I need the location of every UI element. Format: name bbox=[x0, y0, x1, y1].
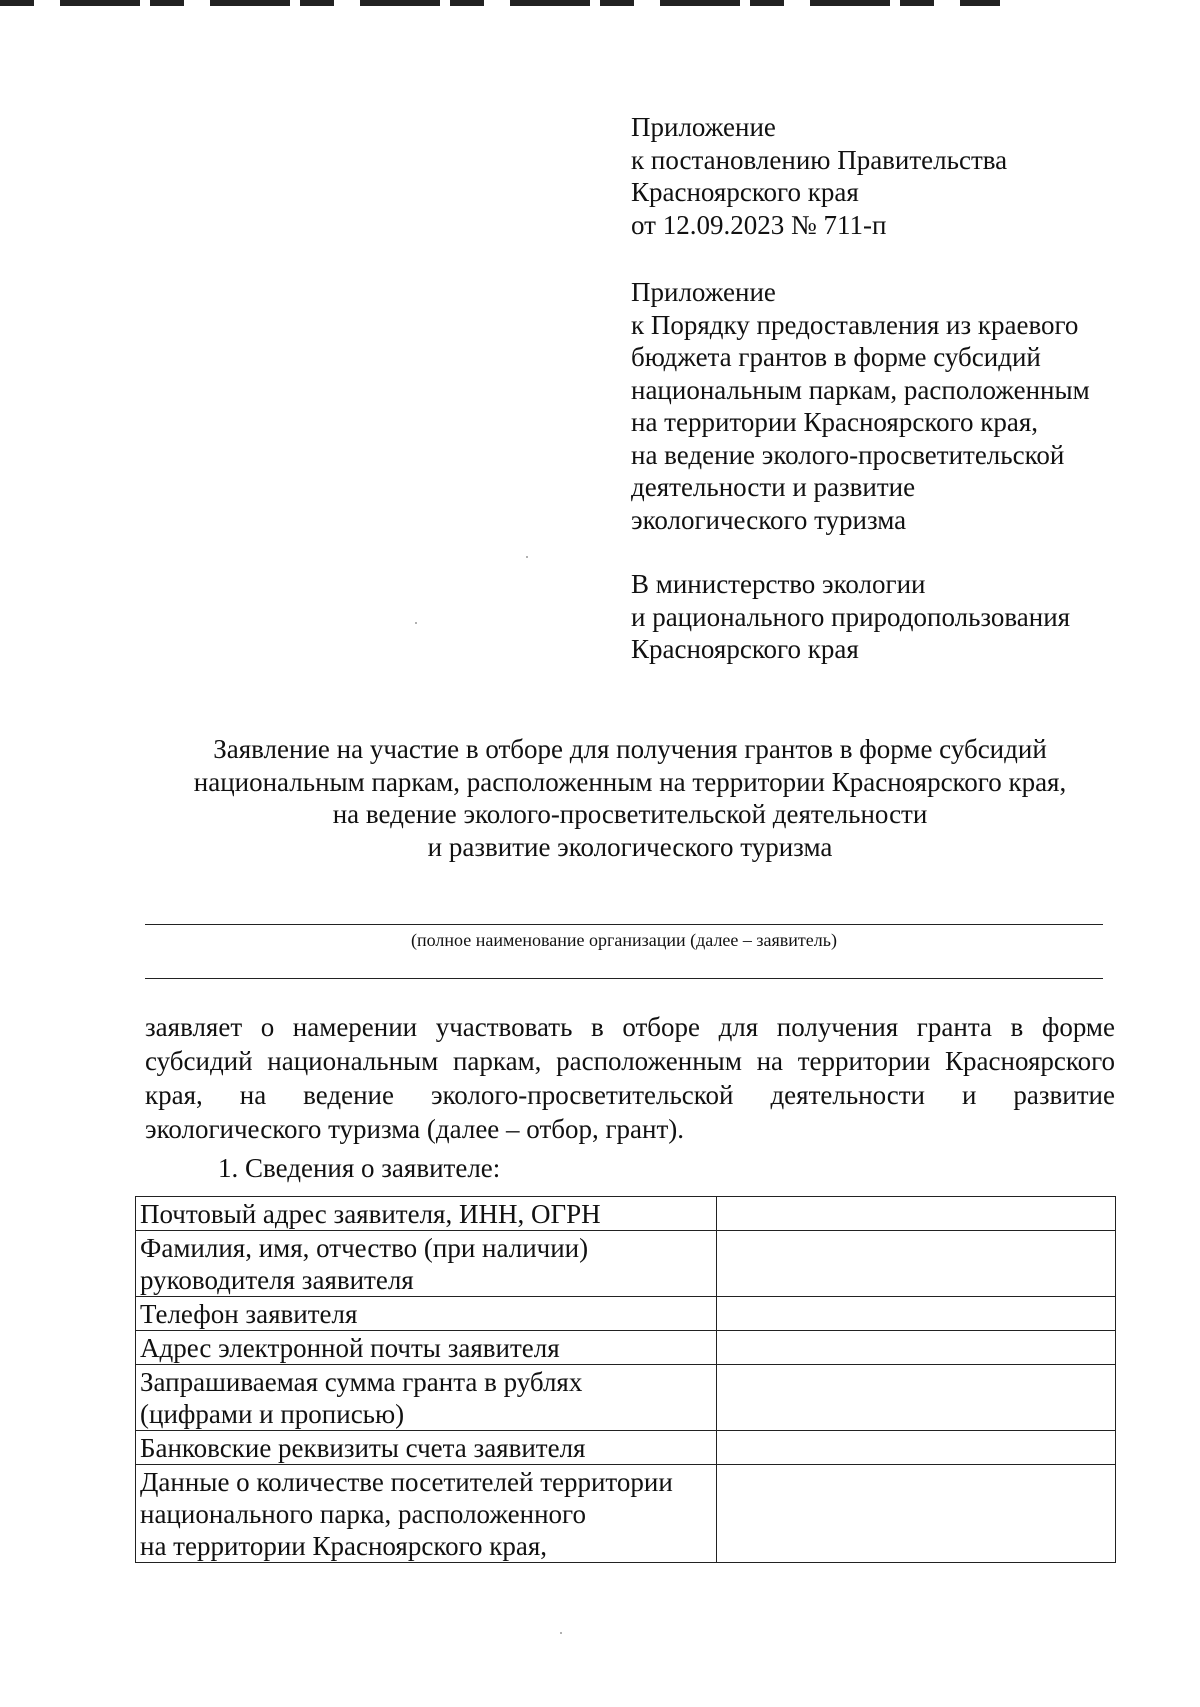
recipient-line: и рационального природопользования bbox=[631, 601, 1071, 632]
recipient-block bbox=[631, 568, 1070, 666]
label-line: (цифрами и прописью) bbox=[140, 1399, 405, 1429]
label-line: Данные о количестве посетителей территории bbox=[140, 1467, 673, 1497]
row-value-cell[interactable] bbox=[717, 1465, 1116, 1563]
recipient-line: Красноярского края bbox=[631, 634, 859, 664]
recipient-line: В министерство экологии bbox=[631, 569, 926, 599]
approval-line: Красноярского края bbox=[631, 177, 859, 207]
organization-name-field-line[interactable] bbox=[145, 924, 1103, 925]
table-row bbox=[136, 1365, 1116, 1431]
row-label bbox=[136, 1197, 717, 1231]
label-line: Фамилия, имя, отчество (при наличии) bbox=[140, 1233, 589, 1263]
scan-speck bbox=[560, 1632, 562, 1634]
row-label bbox=[136, 1365, 717, 1431]
label-line: руководителя заявителя bbox=[140, 1265, 414, 1295]
row-value-cell[interactable] bbox=[717, 1331, 1116, 1365]
table-row bbox=[136, 1197, 1116, 1231]
applicant-info-table bbox=[135, 1196, 1116, 1563]
appendix-line: на территории Красноярского края, bbox=[631, 407, 1038, 437]
row-label bbox=[136, 1465, 717, 1563]
appendix-line: экологического туризма bbox=[631, 504, 907, 535]
appendix-line: на ведение эколого-просветительской bbox=[631, 439, 1065, 470]
row-label bbox=[136, 1331, 717, 1365]
label-line: на территории Красноярского края, bbox=[140, 1531, 547, 1561]
table-row bbox=[136, 1331, 1116, 1365]
document-title bbox=[130, 733, 1130, 863]
table-row bbox=[136, 1465, 1116, 1563]
title-line: и развитие экологического туризма bbox=[427, 831, 833, 862]
scan-top-edge-marks bbox=[0, 0, 1000, 6]
table-row bbox=[136, 1231, 1116, 1297]
scan-speck bbox=[526, 556, 528, 558]
label-line: Запрашиваемая сумма гранта в рублях bbox=[140, 1367, 583, 1397]
statement-paragraph bbox=[145, 1010, 1115, 1146]
paragraph-line: края, на ведение эколого-просветительской деятельности и развитие bbox=[145, 1080, 1115, 1110]
paragraph-line: экологического туризма (далее – отбор, грант). bbox=[145, 1114, 685, 1144]
paragraph-line: субсидий национальным паркам, расположенным на территории Красноярского bbox=[145, 1046, 1115, 1076]
title-line: Заявление на участие в отборе для получения грантов в форме субсидий bbox=[213, 734, 1047, 764]
organization-name-continuation-line[interactable] bbox=[145, 978, 1103, 979]
row-value-cell[interactable] bbox=[717, 1297, 1116, 1331]
approval-line: к постановлению Правительства bbox=[631, 144, 1008, 175]
label-line: Адрес электронной почты заявителя bbox=[140, 1333, 560, 1363]
appendix-header-block bbox=[631, 276, 1090, 536]
row-value-cell[interactable] bbox=[717, 1197, 1116, 1231]
appendix-line: Приложение bbox=[631, 277, 776, 307]
label-line: национального парка, расположенного bbox=[140, 1499, 586, 1529]
row-label bbox=[136, 1231, 717, 1297]
approval-header-block bbox=[631, 111, 1007, 241]
title-line: на ведение эколого-просветительской деятельности bbox=[332, 799, 928, 829]
organization-name-caption: (полное наименование организации (далее – заявитель) bbox=[411, 930, 837, 950]
label-line: Почтовый адрес заявителя, ИНН, ОГРН bbox=[140, 1199, 601, 1229]
row-value-cell[interactable] bbox=[717, 1231, 1116, 1297]
appendix-line: к Порядку предоставления из краевого bbox=[631, 309, 1079, 340]
approval-line: Приложение bbox=[631, 112, 776, 142]
appendix-line: деятельности и развитие bbox=[631, 472, 916, 502]
label-line: Банковские реквизиты счета заявителя bbox=[140, 1433, 586, 1463]
row-label bbox=[136, 1431, 717, 1465]
section-heading-applicant-info: 1. Сведения о заявителе: bbox=[218, 1153, 501, 1183]
approval-line: от 12.09.2023 № 711-п bbox=[631, 209, 887, 240]
paragraph-line: заявляет о намерении участвовать в отборе для получения гранта в форме bbox=[145, 1012, 1115, 1042]
scan-speck bbox=[415, 622, 417, 624]
title-line: национальным паркам, расположенным на территории Красноярского края, bbox=[193, 766, 1067, 797]
label-line: Телефон заявителя bbox=[140, 1299, 358, 1329]
row-value-cell[interactable] bbox=[717, 1431, 1116, 1465]
row-value-cell[interactable] bbox=[717, 1365, 1116, 1431]
appendix-line: национальным паркам, расположенным bbox=[631, 374, 1090, 405]
table-row bbox=[136, 1431, 1116, 1465]
row-label bbox=[136, 1297, 717, 1331]
appendix-line: бюджета грантов в форме субсидий bbox=[631, 342, 1041, 372]
table-row bbox=[136, 1297, 1116, 1331]
